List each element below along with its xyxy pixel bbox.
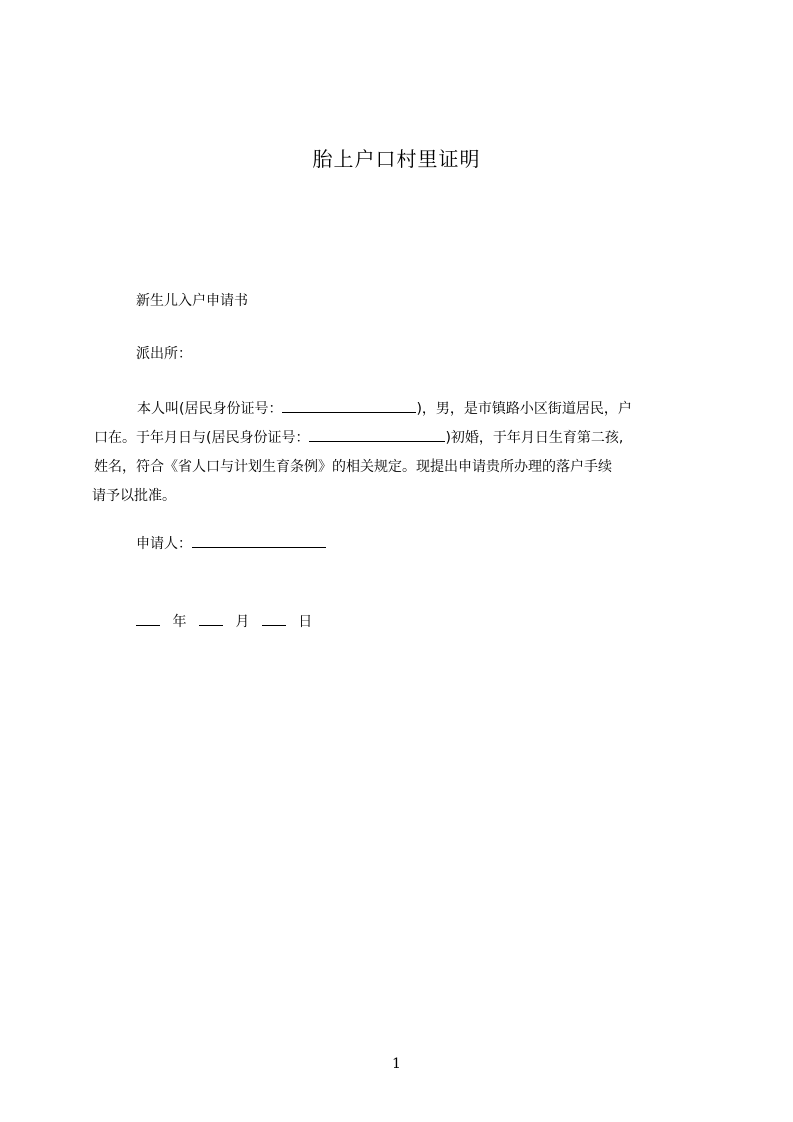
- body-text: )，男，是市镇路小区街道居民，户: [416, 401, 632, 417]
- month-blank[interactable]: [199, 611, 223, 626]
- applicant-signature-blank[interactable]: [192, 533, 326, 548]
- body-row-1: [92, 395, 708, 424]
- body-text: 口在。于年月日与: [94, 430, 206, 446]
- body-row-2: [92, 424, 708, 453]
- body-text: (居民身份证号：: [206, 430, 310, 446]
- day-blank[interactable]: [262, 611, 286, 626]
- document-title: 胎上户口村里证明: [312, 147, 481, 171]
- day-label: 日: [298, 614, 313, 630]
- year-label: 年: [172, 614, 187, 630]
- year-blank[interactable]: [136, 611, 160, 626]
- id-number-blank[interactable]: [282, 398, 416, 413]
- spouse-id-number-blank[interactable]: [309, 427, 445, 442]
- applicant-line: [136, 533, 326, 553]
- body-text: (居民身份证号：: [179, 401, 283, 417]
- body-text: 本人叫: [137, 401, 179, 417]
- application-heading: 新生儿入户申请书: [136, 293, 248, 309]
- application-body: [92, 395, 708, 511]
- body-text: )初婚，于年月日生育第二孩,: [445, 430, 624, 446]
- date-line: [136, 611, 320, 631]
- month-label: 月: [235, 614, 250, 630]
- page-number: 1: [392, 1056, 401, 1072]
- addressee: 派出所：: [136, 346, 192, 362]
- body-row-3: 姓名，符合《省人口与计划生育条例》的相关规定。现提出申请贵所办理的落户手续: [94, 459, 612, 475]
- applicant-label: 申请人：: [136, 536, 192, 552]
- body-row-4: 请予以批准。: [92, 488, 176, 504]
